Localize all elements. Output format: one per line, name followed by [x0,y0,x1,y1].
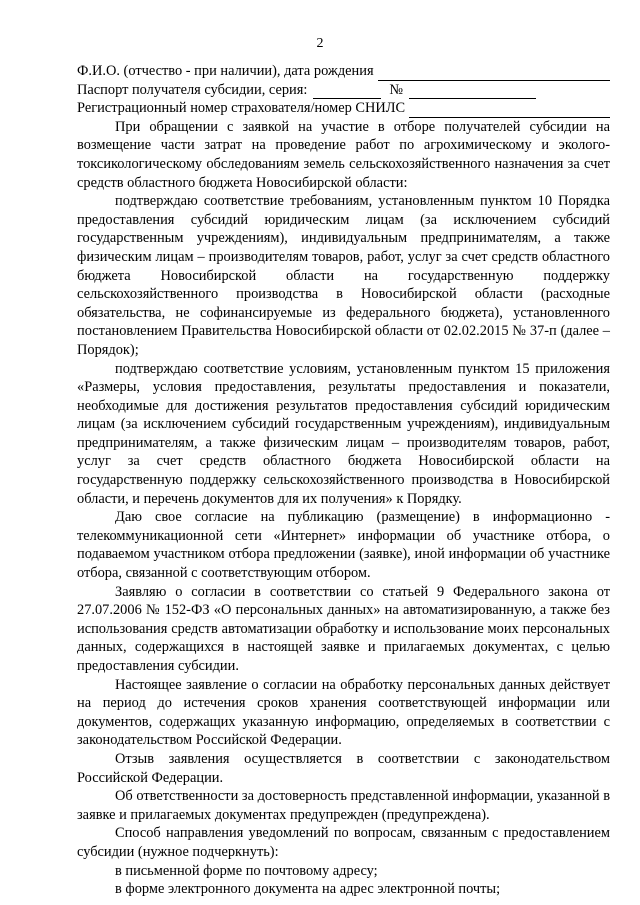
paragraph-withdrawal: Отзыв заявления осуществляется в соответствии с законодательством Российской Федерации. [77,750,610,786]
paragraph-intro: При обращении с заявкой на участие в отборе получателей субсидии на возмещение части затрат на проведение работ по агрохимическому и эколого-токсикологическому обследованиям земель сельскохозяйственного назначения за счет средств областного бюджета Новосибирской области: [77,118,610,191]
snils-field-row [77,99,610,118]
paragraph-conditions: подтверждаю соответствие условиям, установленным пунктом 15 приложения «Размеры, условия предоставления, результаты предоставления и показатели, необходимые для достижения результатов предоставления субсидий юридическим лицам (за исключением субсидий государственным учреждениям), индивидуальным предпринимателям, а также физическим лицам – производителям товаров, работ, услуг за счет средств областного бюджета Новосибирской области на государственную поддержку сельскохозяйственного производства в Новосибирской области, и перечень документов для их получения» к Порядку. [77,360,610,507]
paragraph-responsibility: Об ответственности за достоверность представленной информации, указанной в заявке и прилагаемых документах предупрежден (предупреждена). [77,788,610,823]
passport-number-symbol: № [389,81,404,98]
notification-option-email[interactable]: в форме электронного документа на адрес электронной почты; [115,881,501,898]
fio-label: Ф.И.О. (отчество - при наличии), дата рождения [77,63,374,79]
notification-option-post[interactable]: в письменной форме по почтовому адресу; [115,862,378,879]
paragraph-notification-method: Способ направления уведомлений по вопросам, связанным с предоставлением субсидии (нужное подчеркнуть): [77,825,610,860]
fio-field-row [77,62,610,81]
paragraph-requirements: подтверждаю соответствие требованиям, установленным пунктом 10 Порядка предоставления субсидий юридическим лицам (за исключением субсидий государственным учреждениям), индивидуальным предпринимателям, а также физическим лицам – производителям товаров, работ, услуг за счет средств областного бюджета Новосибирской области на государственную поддержку сельскохозяйственного производства в Новосибирской области (расходные обязательства, не софинансируемые из федерального бюджета), установленного постановлением Правительства Новосибирской области от 02.02.2015 № 37-п (далее – Порядок); [77,193,610,358]
passport-label: Паспорт получателя субсидии, серия: [77,81,308,98]
reg-number-label: Регистрационный номер страхователя/номер СНИЛС [77,100,406,117]
passport-number-blank[interactable] [409,85,536,99]
page-number: 2 [316,36,324,51]
paragraph-publication-consent: Даю свое согласие на публикацию (размещение) в информационно - телекоммуникационной сети «Интернет» информации об участнике отбора, о подаваемом участником отбора предложении (заявке), иной информации об участнике отбора, связанной с соответствующим отбором. [77,509,610,582]
snils-blank-line[interactable] [409,104,610,118]
paragraph-personal-data-consent: Заявляю о согласии в соответствии со статьей 9 Федерального закона от 27.07.2006 № 152-ФЗ «О персональных данных» на автоматизированную, а также без использования средств автоматизации обработку и использование моих персональных данных, содержащихся в настоящей заявке и прилагаемых документах, с целью предоставления субсидии. [77,583,610,674]
fio-blank-line[interactable] [378,67,610,81]
document-body [77,62,610,899]
passport-field-row [77,81,610,100]
passport-series-blank[interactable] [313,85,381,99]
paragraph-consent-period: Настоящее заявление о согласии на обработку персональных данных действует на период до истечения сроков хранения соответствующей информации или документов, содержащих указанную информацию, определяемых в соответствии с законодательством Российской Федерации. [77,676,610,749]
